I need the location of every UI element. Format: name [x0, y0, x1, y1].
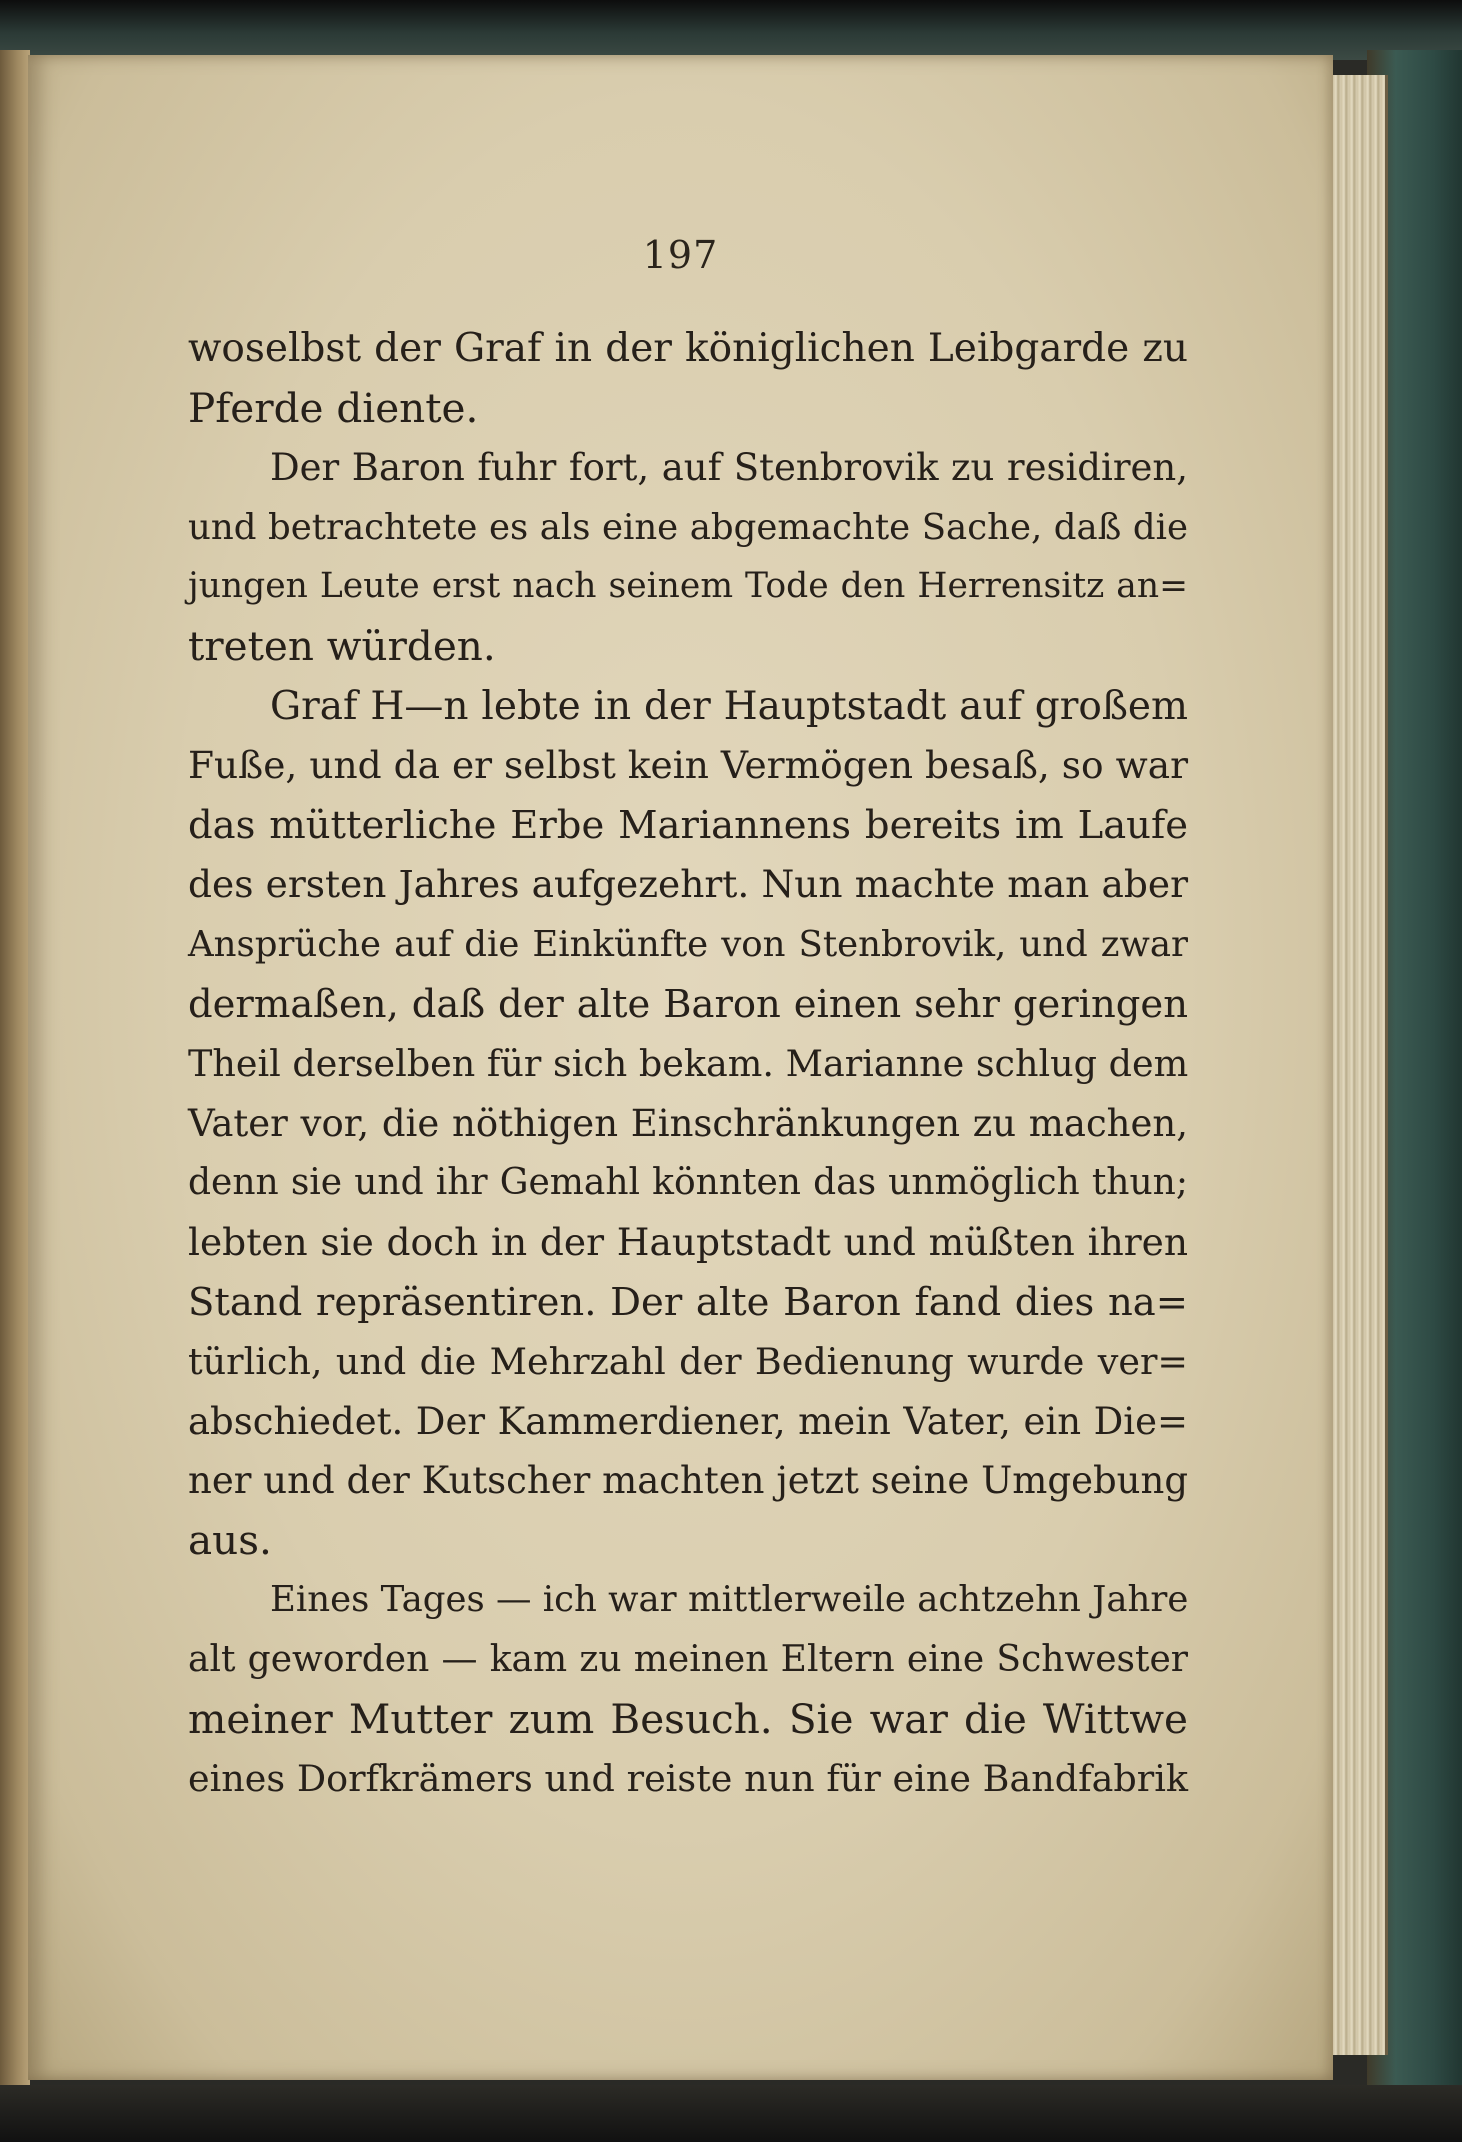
text-line: abschiedet. Der Kammerdiener, mein Vater, ein Die= — [188, 1399, 1188, 1443]
binding-top-edge — [0, 0, 1462, 60]
text-line: meiner Mutter zum Besuch. Sie war die Wittwe — [188, 1694, 1188, 1743]
text-line: Stand repräsentiren. Der alte Baron fand dies na= — [188, 1279, 1188, 1325]
text-line: Theil derselben für sich bekam. Marianne schlug dem — [188, 1042, 1189, 1086]
facing-page-edge — [0, 50, 30, 2100]
page-stack-edges — [1325, 75, 1388, 2055]
body-text — [188, 319, 1188, 1809]
text-line: aus. — [188, 1515, 272, 1564]
text-line: türlich, und die Mehrzahl der Bedienung wurde ver= — [188, 1340, 1188, 1384]
paragraph — [188, 438, 1188, 676]
text-line: Ansprüche auf die Einkünfte von Stenbrovik, und zwar — [188, 923, 1188, 965]
text-line: eines Dorfkrämers und reiste nun für eine Bandfabrik — [188, 1757, 1188, 1801]
book-page — [28, 55, 1333, 2080]
text-line: Pferde diente. — [188, 383, 479, 432]
paragraph — [188, 1570, 1188, 1808]
text-line: und betrachtete es als eine abgemachte Sache, daß die — [188, 506, 1188, 548]
text-line: woselbst der Graf in der königlichen Leibgarde zu — [188, 326, 1188, 371]
text-line: das mütterliche Erbe Mariannens bereits im Laufe — [188, 802, 1188, 848]
text-line: denn sie und ihr Gemahl könnten das unmöglich thun; — [188, 1162, 1188, 1204]
text-line: alt geworden — kam zu meinen Eltern eine Schwester — [188, 1639, 1188, 1681]
text-line: des ersten Jahres aufgezehrt. Nun machte man aber — [188, 862, 1188, 907]
page-number: 197 — [642, 233, 719, 277]
paragraph — [188, 677, 1188, 1571]
text-line: Der Baron fuhr fort, auf Stenbrovik zu residiren, — [270, 446, 1188, 490]
text-line: treten würden. — [188, 621, 496, 670]
text-line: Graf H—n lebte in der Hauptstadt auf großem — [270, 683, 1188, 729]
text-line: Eines Tages — ich war mittlerweile achtzehn Jahre — [270, 1579, 1189, 1621]
text-line: lebten sie doch in der Hauptstadt und müßten ihren — [188, 1219, 1188, 1264]
text-line: Vater vor, die nöthigen Einschränkungen zu machen, — [188, 1101, 1188, 1145]
text-line: jungen Leute erst nach seinem Tode den Herrensitz an= — [188, 566, 1188, 607]
text-line: ner und der Kutscher machten jetzt seine Umgebung — [188, 1459, 1188, 1503]
binding-bottom-edge — [0, 2085, 1462, 2142]
text-line: Fuße, und da er selbst kein Vermögen besaß, so war — [188, 743, 1188, 788]
text-line: dermaßen, daß der alte Baron einen sehr geringen — [188, 981, 1188, 1027]
paragraph — [188, 319, 1188, 438]
